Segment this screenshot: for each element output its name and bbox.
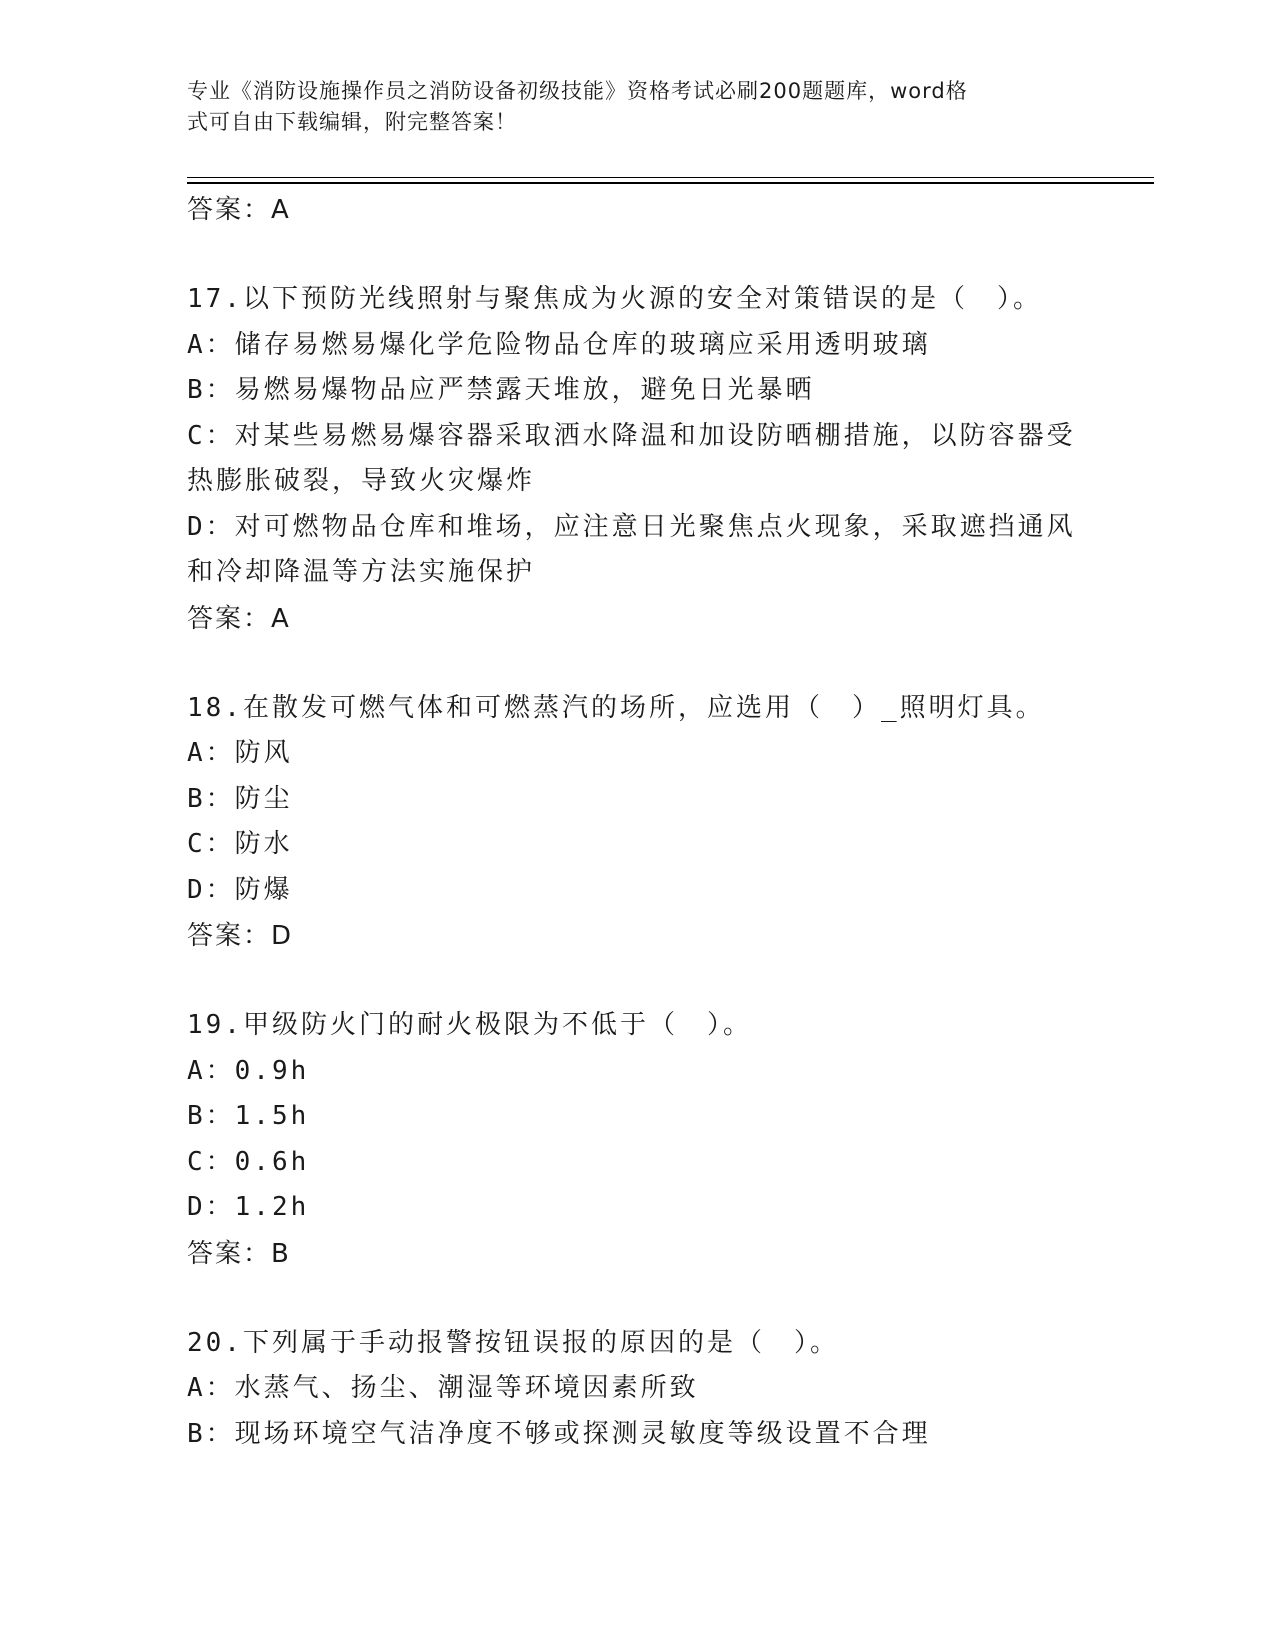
option-c: C：0.6h [187,1146,310,1177]
option-a: A：水蒸气、扬尘、潮湿等环境因素所致 [187,1373,699,1403]
answer: 答案：A [187,603,291,634]
question-stem: 19.甲级防火门的耐火极限为不低于（ ）。 [187,1010,752,1040]
option-d: D：对可燃物品仓库和堆场，应注意日光聚焦点火现象，采取遮挡通风 [187,511,1076,542]
header-line-2: 式可自由下载编辑，附完整答案！ [187,110,517,134]
document-header [187,76,1087,138]
option-b: B：防尘 [187,783,293,814]
option-d-continued: 和冷却降温等方法实施保护 [187,557,536,587]
header-divider-thick [187,182,1154,184]
previous-answer: 答案：A [187,195,291,225]
question-17 [187,277,1087,642]
question-19 [187,1003,1087,1277]
question-18 [187,686,1087,960]
option-a: A：储存易燃易爆化学危险物品仓库的玻璃应采用透明玻璃 [187,329,931,360]
option-b: B：1.5h [187,1101,310,1131]
answer: 答案：B [187,1238,291,1269]
question-stem: 17.以下预防光线照射与聚焦成为火源的安全对策错误的是（ ）。 [187,284,1042,314]
option-b: B：现场环境空气洁净度不够或探测灵敏度等级设置不合理 [187,1418,931,1449]
question-stem: 18.在散发可燃气体和可燃蒸汽的场所，应选用（ ）_照明灯具。 [187,692,1045,723]
option-a: A：防风 [187,738,293,768]
question-list [187,187,1087,1457]
option-c: C：对某些易燃易爆容器采取洒水降温和加设防晒棚措施，以防容器受 [187,420,1076,451]
option-b: B：易燃易爆物品应严禁露天堆放，避免日光暴晒 [187,375,815,405]
option-a: A：0.9h [187,1055,310,1086]
option-d: D：防爆 [187,874,293,905]
question-20 [187,1321,1087,1458]
answer: 答案：D [187,921,294,951]
header-line-1: 专业《消防设施操作员之消防设备初级技能》资格考试必刷200题题库，word格 [187,79,968,103]
question-stem: 20.下列属于手动报警按钮误报的原因的是（ ）。 [187,1327,839,1358]
header-divider-thin [187,177,1154,178]
option-c-continued: 热膨胀破裂，导致火灾爆炸 [187,466,536,496]
option-c: C：防水 [187,829,293,859]
option-d: D：1.2h [187,1192,310,1222]
